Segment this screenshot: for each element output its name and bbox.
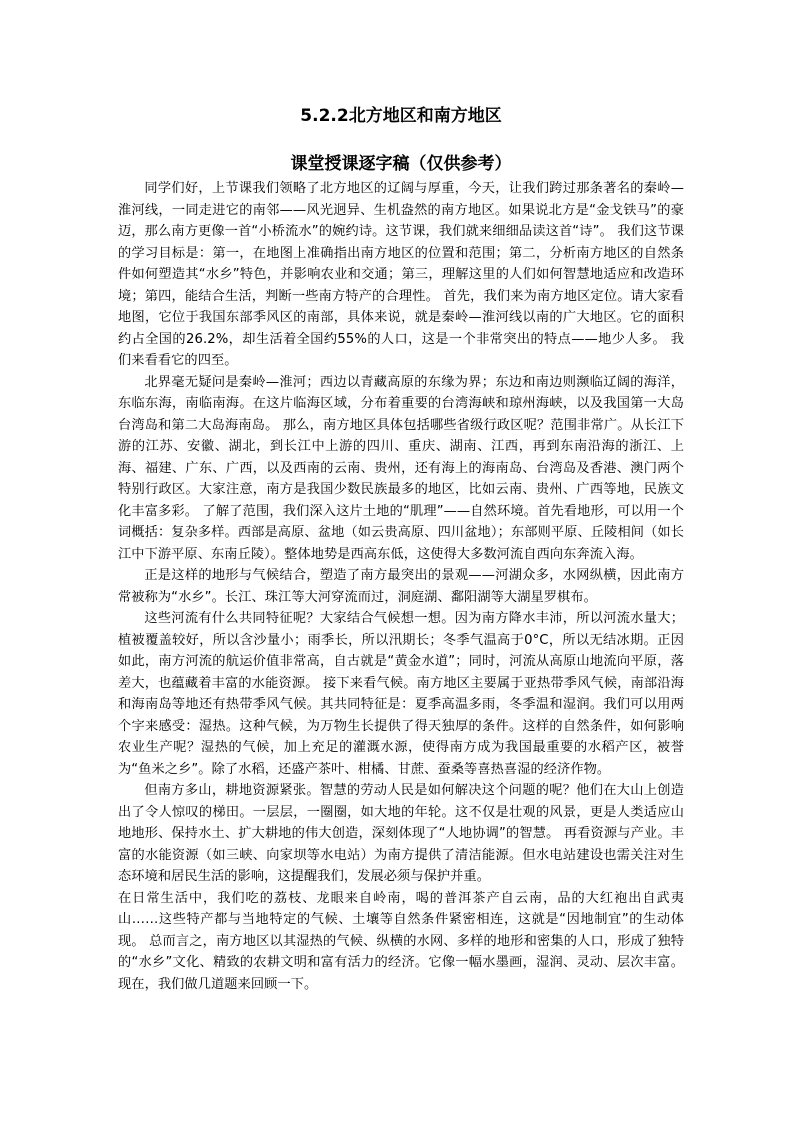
paragraph-boundaries: 北界毫无疑问是秦岭—淮河；西边以青藏高原的东缘为界；东边和南边则濒临辽阔的海洋，东临东海，南临南海。在这片临海区域，分布着重要的台湾海峡和琼州海峡，以及我国第一大岛台湾岛和第二大岛海南岛。 那么，南方地区具体包括哪些省级行政区呢？范围非常广。从长江下游的江苏、安徽、湖北，到长江中上游的四川、重庆、湖南、江西，再到东南沿海的浙江、上海、福建、广东、广西，以及西南的云南、贵州，还有海上的海南岛、台湾岛及香港、澳门两个特别行政区。大家注意，南方是我国少数民族最多的地区，比如云南、贵州、广西等地，民族文化丰富多彩。 了解了范围，我们深入这片土地的“肌理”——自然环境。首先看地形，可以用一个词概括：复杂多样。西部是高原、盆地（如云贵高原、四川盆地）；东部则平原、丘陵相间（如长江中下游平原、东南丘陵）。整体地势是西高东低，这使得大多数河流自西向东奔流入海。 bbox=[118, 374, 684, 562]
document-subtitle: 课堂授课逐字稿（仅供参考） bbox=[290, 154, 512, 174]
document-page bbox=[118, 100, 684, 995]
document-title: 5.2.2北方地区和南方地区 bbox=[300, 106, 502, 126]
paragraph-conclusion: 在日常生活中，我们吃的荔枝、龙眼来自岭南，喝的普洱茶产自云南，品的大红袍出自武夷山……这些特产都与当地特定的气候、土壤等自然条件紧密相连，这就是“因地制宜”的生动体现。 总而言之，南方地区以其湿热的气候、纵横的水网、多样的地形和密集的人口，形成了独特的“水乡”文化、精致的农耕文明和富有活力的经济。它像一幅水墨画，湿润、灵动、层次丰富。 现在，我们做几道题来回顾一下。 bbox=[118, 890, 684, 992]
paragraph-water-town: 正是这样的地形与气候结合，塑造了南方最突出的景观——河湖众多，水网纵横，因此南方常被称为“水乡”。长江、珠江等大河穿流而过，洞庭湖、鄱阳湖等大湖星罗棋布。 bbox=[118, 568, 684, 605]
paragraph-rivers-climate: 这些河流有什么共同特征呢？大家结合气候想一想。因为南方降水丰沛，所以河流水量大；植被覆盖较好，所以含沙量小；雨季长，所以汛期长；冬季气温高于0°C，所以无结冰期。正因如此，南方河流的航运价值非常高，自古就是“黄金水道”；同时，河流从高原山地流向平原，落差大，也蕴藏着丰富的水能资源。 接下来看气候。南方地区主要属于亚热带季风气候，南部沿海和海南岛等地还有热带季风气候。其共同特征是：夏季高温多雨，冬季温和湿润。我们可以用两个字来感受：湿热。这种气候，为万物生长提供了得天独厚的条件。这样的自然条件，如何影响农业生产呢？湿热的气候，加上充足的灌溉水源，使得南方成为我国最重要的水稻产区，被誉为“鱼米之乡”。除了水稻，还盛产茶叶、柑橘、甘蔗、蚕桑等喜热喜湿的经济作物。 bbox=[118, 611, 684, 777]
paragraph-intro: 同学们好，上节课我们领略了北方地区的辽阔与厚重，今天，让我们跨过那条著名的秦岭—淮河线，一同走进它的南邻——风光迥异、生机盎然的南方地区。如果说北方是“金戈铁马”的豪迈，那么南方更像一首“小桥流水”的婉约诗。这节课，我们就来细细品读这首“诗”。 我们这节课的学习目标是：第一，在地图上准确指出南方地区的位置和范围；第二，分析南方地区的自然条件如何塑造其“水乡”特色，并影响农业和交通；第三，理解这里的人们如何智慧地适应和改造环境；第四，能结合生活，判断一些南方特产的合理性。 首先，我们来为南方地区定位。请大家看地图，它位于我国东部季风区的南部，具体来说，就是秦岭—淮河线以南的广大地区。它的面积约占全国的26.2%，却生活着全国约55%的人口，这是一个非常突出的特点——地少人多。 我们来看看它的四至。 bbox=[118, 181, 684, 368]
paragraph-terraces-resources: 但南方多山，耕地资源紧张。智慧的劳动人民是如何解决这个问题的呢？他们在大山上创造出了令人惊叹的梯田。一层层，一圈圈，如大地的年轮。这不仅是壮观的风景，更是人类适应山地地形、保持水土、扩大耕地的伟大创造，深刻体现了“人地协调”的智慧。 再看资源与产业。丰富的水能资源（如三峡、向家坝等水电站）为南方提供了清洁能源。但水电站建设也需关注对生态环境和居民生活的影响，这提醒我们，发展必须与保护并重。 bbox=[118, 783, 684, 884]
